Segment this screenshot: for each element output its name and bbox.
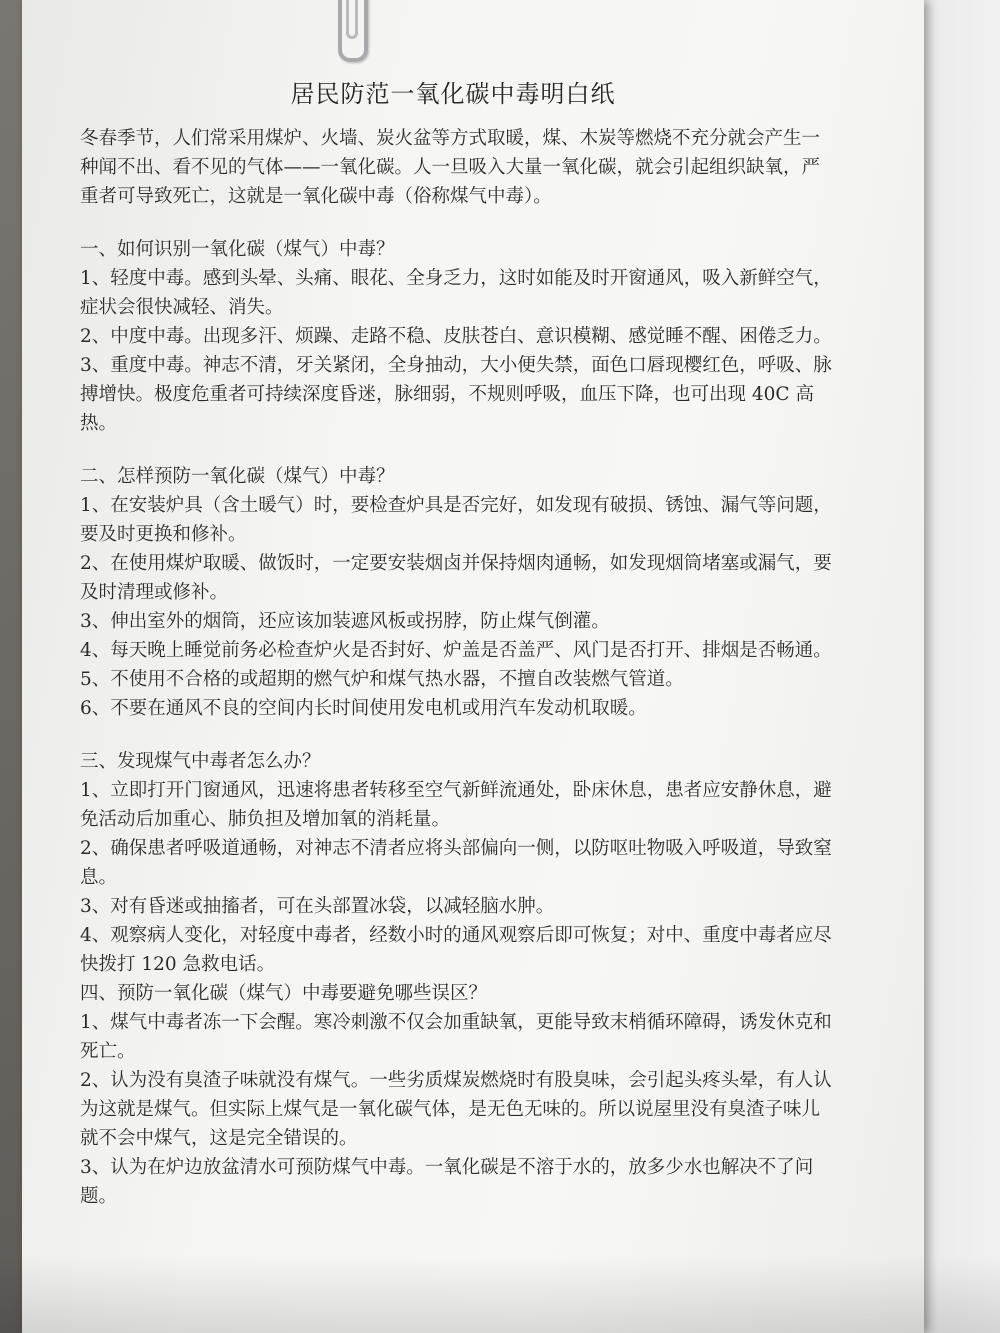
- document-title: 居民防范一氧化碳中毒明白纸: [290, 80, 616, 108]
- document: [58, 78, 838, 1211]
- list-item: 2、中度中毒。出现多汗、烦躁、走路不稳、皮肤苍白、意识模糊、感觉睡不醒、困倦乏力。: [80, 326, 832, 347]
- list-item: 1、立即打开门窗通风，迅速将患者转移至空气新鲜流通处，卧床休息，患者应安静休息，避免活动后加重心、肺负担及增加氧的消耗量。: [80, 780, 832, 830]
- list-item: 6、不要在通风不良的空间内长时间使用发电机或用汽车发动机取暖。: [80, 698, 647, 719]
- section-identify: [58, 235, 838, 438]
- list-item: 3、伸出室外的烟筒，还应该加装遮风板或拐脖，防止煤气倒灌。: [80, 611, 610, 632]
- list-item: 5、不使用不合格的或超期的燃气炉和煤气热水器，不擅自改装燃气管道。: [80, 669, 684, 690]
- section-heading: 四、预防一氧化碳（煤气）中毒要避免哪些误区？: [80, 983, 488, 1004]
- section-response: [58, 747, 838, 979]
- section-heading: 一、如何识别一氧化碳（煤气）中毒？: [80, 239, 395, 260]
- list-item: 1、轻度中毒。感到头晕、头痛、眼花、全身乏力，这时如能及时开窗通风，吸入新鲜空气，症状会很快减轻、消失。: [80, 268, 832, 318]
- list-item: 2、认为没有臭渣子味就没有煤气。一些劣质煤炭燃烧时有股臭味，会引起头疼头晕，有人认为这就是煤气。但实际上煤气是一氧化碳气体，是无色无味的。所以说屋里没有臭渣子味儿就不会中煤气，这是完全错误的。: [80, 1070, 832, 1149]
- list-item: 3、认为在炉边放盆清水可预防煤气中毒。一氧化碳是不溶于水的，放多少水也解决不了问题。: [80, 1157, 814, 1207]
- list-item: 1、煤气中毒者冻一下会醒。寒冷刺激不仅会加重缺氧，更能导致末梢循环障碍，诱发休克和死亡。: [80, 1012, 832, 1062]
- intro-paragraph: 冬春季节，人们常采用煤炉、火墙、炭火盆等方式取暖，煤、木炭等燃烧不充分就会产生一种闻不出、看不见的气体——一氧化碳。人一旦吸入大量一氧化碳，就会引起组织缺氧，严重者可导致死亡，这就是一氧化碳中毒（俗称煤气中毒）。: [80, 128, 821, 207]
- section-prevent: [58, 462, 838, 723]
- section-heading: 二、怎样预防一氧化碳（煤气）中毒？: [80, 466, 395, 487]
- list-item: 4、每天晚上睡觉前务必检查炉火是否封好、炉盖是否盖严、风门是否打开、排烟是否畅通。: [80, 640, 832, 661]
- section-misconceptions: [58, 979, 838, 1211]
- list-item: 1、在安装炉具（含土暖气）时，要检查炉具是否完好，如发现有破损、锈蚀、漏气等问题，要及时更换和修补。: [80, 495, 832, 545]
- list-item: 2、确保患者呼吸道通畅，对神志不清者应将头部偏向一侧，以防呕吐物吸入呼吸道，导致窒息。: [80, 838, 832, 888]
- list-item: 3、对有昏迷或抽搐者，可在头部置冰袋，以减轻脑水肿。: [80, 896, 555, 917]
- section-heading: 三、发现煤气中毒者怎么办？: [80, 751, 321, 772]
- paper-clip-icon: [338, 0, 368, 62]
- list-item: 4、观察病人变化，对轻度中毒者，经数小时的通风观察后即可恢复；对中、重度中毒者应尽快拨打 120 急救电话。: [80, 925, 832, 975]
- list-item: 3、重度中毒。神志不清，牙关紧闭，全身抽动，大小便失禁，面色口唇现樱红色，呼吸、脉搏增快。极度危重者可持续深度昏迷，脉细弱，不规则呼吸，血压下降，也可出现 40C 高热。: [80, 355, 832, 434]
- list-item: 2、在使用煤炉取暖、做饭时，一定要安装烟卤并保持烟肉通畅，如发现烟筒堵塞或漏气，要及时清理或修补。: [80, 553, 832, 603]
